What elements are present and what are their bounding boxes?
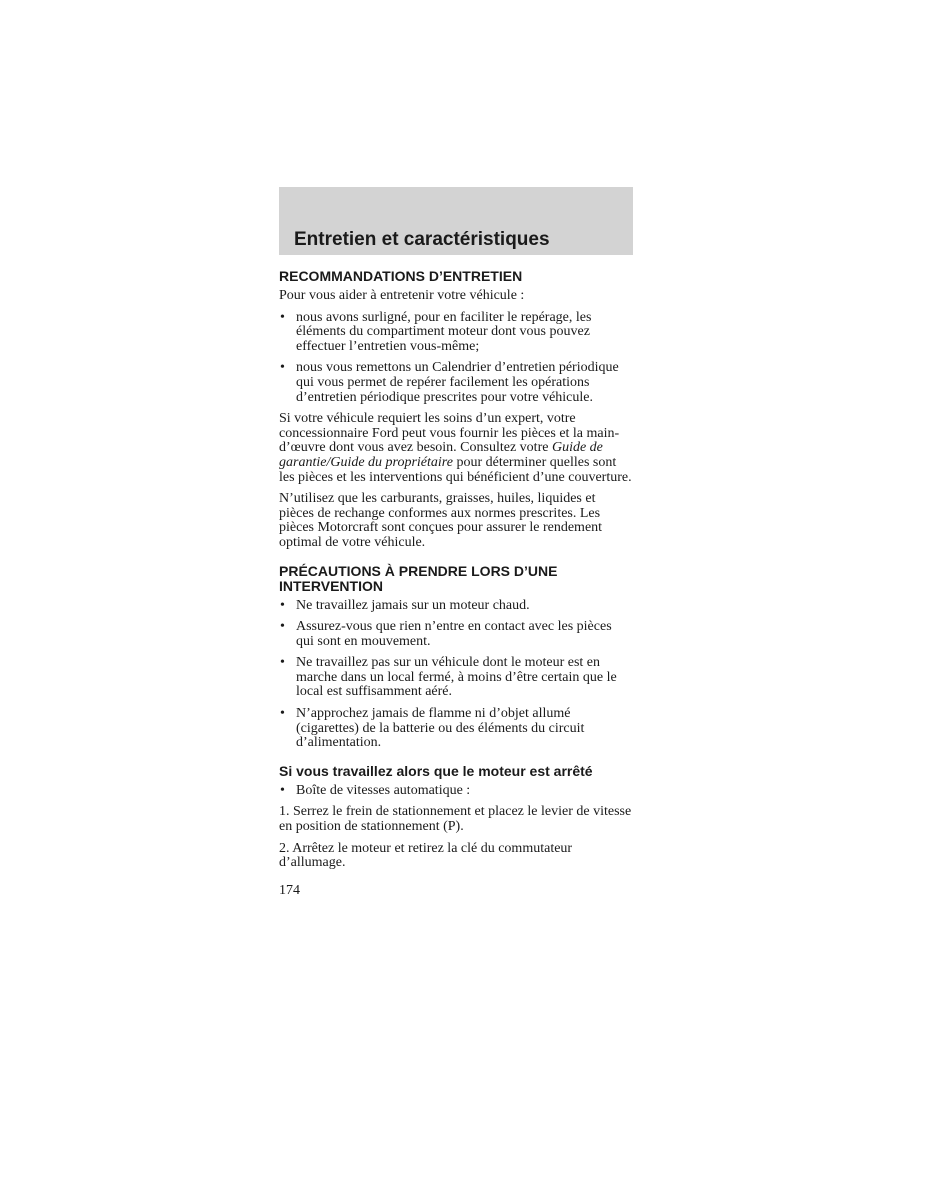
bullet-icon: • xyxy=(280,597,285,613)
page-number: 174 xyxy=(279,882,300,898)
list-item xyxy=(279,656,633,700)
bullet-list xyxy=(279,599,633,751)
list-item xyxy=(279,311,633,355)
bullet-icon: • xyxy=(280,655,285,671)
chapter-header-band xyxy=(279,187,633,255)
section-maintenance-recommendations xyxy=(279,269,633,551)
bullet-icon: • xyxy=(280,309,285,325)
paragraph-text: pour déterminer quelles sont les pièces et les interventions qui bénéficient d’une couverture. xyxy=(279,454,632,485)
section-heading: RECOMMANDATIONS D’ENTRETIEN xyxy=(279,268,523,284)
section-engine-off xyxy=(279,764,633,871)
list-item xyxy=(279,784,633,799)
list-item-text: Boîte de vitesses automatique : xyxy=(296,782,471,798)
list-item-text: nous avons surligné, pour en faciliter le repérage, les éléments du compartiment moteur dont vous pouvez effectuer l’entretien vous-même; xyxy=(296,309,592,354)
bullet-list xyxy=(279,784,633,799)
list-item xyxy=(279,599,633,614)
bullet-icon: • xyxy=(280,360,285,376)
list-item-text: Ne travaillez pas sur un véhicule dont le moteur est en marche dans un local fermé, à moins d’être certain que le local est suffisamment aéré. xyxy=(296,655,617,700)
list-item xyxy=(279,707,633,751)
list-item xyxy=(279,361,633,405)
section-heading: PRÉCAUTIONS À PRENDRE LORS D’UNE INTERVENTION xyxy=(279,562,558,594)
bullet-icon: • xyxy=(280,619,285,635)
bullet-icon: • xyxy=(280,782,285,798)
section-precautions xyxy=(279,564,633,751)
bullet-icon: • xyxy=(280,706,285,722)
manual-page xyxy=(279,187,633,899)
list-item-text: N’approchez jamais de flamme ni d’objet allumé (cigarettes) de la batterie ou des éléments du circuit d’alimentation. xyxy=(296,706,585,751)
step-2: 2. Arrêtez le moteur et retirez la clé du commutateur d’allumage. xyxy=(279,840,573,871)
guide-title-italic: Guide de garantie/Guide du propriétaire xyxy=(279,440,603,470)
list-item-text: Ne travaillez jamais sur un moteur chaud. xyxy=(296,597,530,613)
paragraph-expert-service xyxy=(279,412,633,485)
chapter-title: Entretien et caractéristiques xyxy=(294,229,550,250)
bullet-list xyxy=(279,311,633,406)
subsection-heading: Si vous travaillez alors que le moteur est arrêté xyxy=(279,762,593,779)
paragraph-text: Si votre véhicule requiert les soins d’un expert, votre concessionnaire Ford peut vous fournir les pièces et la main-d’œuvre dont vous avez besoin. Consultez votre xyxy=(279,411,620,456)
list-item-text: Assurez-vous que rien n’entre en contact avec les pièces qui sont en mouvement. xyxy=(296,619,612,649)
list-item xyxy=(279,620,633,649)
step-1: 1. Serrez le frein de stationnement et placez le levier de vitesse en position de stationnement (P). xyxy=(279,804,632,835)
intro-text: Pour vous aider à entretenir votre véhicule : xyxy=(279,288,525,303)
paragraph-parts: N’utilisez que les carburants, graisses, huiles, liquides et pièces de rechange conformes aux normes prescrites. Les pièces Motorcraft sont conçues pour assurer le rendement optimal de votre véhicule. xyxy=(279,491,603,550)
list-item-text: nous vous remettons un Calendrier d’entretien périodique qui vous permet de repérer facilement les opérations d’entretien périodique prescrites pour votre véhicule. xyxy=(296,360,619,405)
